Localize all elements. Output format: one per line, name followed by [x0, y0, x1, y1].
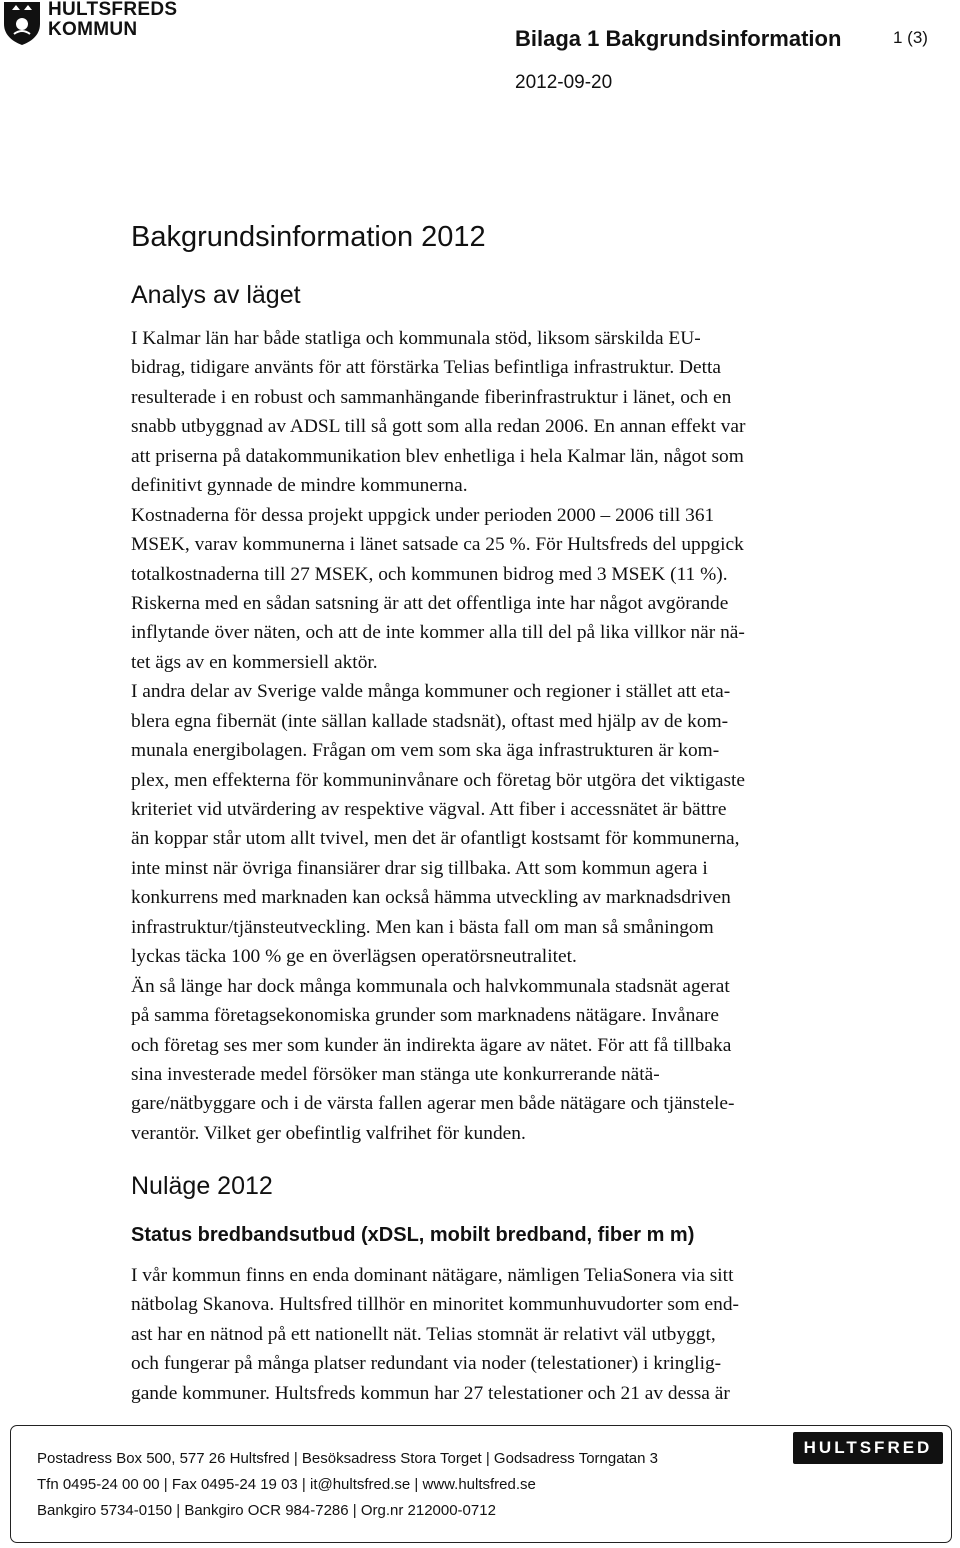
text-line: på samma företagsekonomiska grunder som marknadens nätägare. Invånare: [131, 1005, 719, 1027]
subsection-heading-status: Status bredbandsutbud (xDSL, mobilt bredband, fiber m m): [131, 1224, 695, 1246]
logo-line-2: KOMMUN: [48, 19, 138, 40]
text-line: ast har en nätnod på ett nationellt nät. Telias stomnät är relativt väl utbyggt,: [131, 1323, 716, 1345]
text-line: MSEK, varav kommunerna i länet satsade ca 25 %. För Hultsfreds del uppgick: [131, 534, 744, 556]
text-line: I andra delar av Sverige valde många kommuner och regioner i stället att eta-: [131, 681, 731, 703]
text-line: tet ägs av en kommersiell aktör.: [131, 651, 378, 673]
text-line: och företag ses mer som kunder än indirekta ägare av nätet. För att få tillbaka: [131, 1034, 732, 1056]
text-line: plex, men effekterna för kommuninvånare och företag bör utgöra det viktigaste: [131, 769, 745, 791]
text-line: I Kalmar län har både statliga och kommunala stöd, liksom särskilda EU-: [131, 328, 701, 349]
footer-logo: HULTSFRED: [793, 1432, 943, 1464]
text-line: och fungerar på många platser redundant via noder (telestationer) i kringlig-: [131, 1353, 722, 1375]
page-number: 1 (3): [893, 28, 928, 47]
text-line: Riskerna med en sådan satsning är att det offentliga inte har något avgörande: [131, 592, 729, 614]
text-line: I vår kommun finns en enda dominant nätägare, nämligen TeliaSonera via sitt: [131, 1265, 734, 1286]
text-line: blera egna fibernät (inte sällan kallade stadsnät), oftast med hjälp av de kom-: [131, 710, 729, 732]
crest-icon: [2, 0, 42, 46]
section-heading-analys: Analys av läget: [131, 281, 301, 309]
footer-address-line: Postadress Box 500, 577 26 Hultsfred | Besöksadress Stora Torget | Godsadress Torngatan 3: [37, 1450, 658, 1467]
footer-bank-line: Bankgiro 5734-0150 | Bankgiro OCR 984-7286 | Org.nr 212000-0712: [37, 1502, 496, 1519]
page-title: Bakgrundsinformation 2012: [131, 221, 486, 253]
text-line: munala energibolagen. Frågan om vem som ska äga infrastrukturen är kom-: [131, 740, 720, 762]
text-line: resulterade i en robust och sammanhängande fiberinfrastruktur i länet, och en: [131, 386, 732, 408]
document-title: Bilaga 1 Bakgrundsinformation: [515, 26, 842, 51]
text-line: verantör. Vilket ger obefintlig valfrihet för kunden.: [131, 1122, 526, 1144]
text-line: inte minst när övriga finansiärer drar sig tillbaka. Att som kommun agera i: [131, 857, 708, 879]
section-heading-nulage: Nuläge 2012: [131, 1172, 273, 1200]
text-line: gande kommuner. Hultsfreds kommun har 27 telestationer och 21 av dessa är: [131, 1382, 730, 1404]
text-line: bidrag, tidigare använts för att förstärka Telias befintliga infrastruktur. Detta: [131, 357, 722, 379]
footer-contact-info: [37, 1446, 658, 1524]
text-line: totalkostnaderna till 27 MSEK, och kommunen bidrog med 3 MSEK (11 %).: [131, 563, 728, 585]
text-line: kriteriet vid utvärdering av respektive vägval. Att fiber i accessnätet är bättre: [131, 799, 727, 820]
text-line: inflytande över näten, och att de inte kommer alla till del på lika villkor när nä-: [131, 622, 745, 644]
municipality-logo: [0, 0, 177, 46]
text-line: gare/nätbyggare och i de värsta fallen agerar men både nätägare och tjänstele-: [131, 1093, 735, 1115]
footer-phone-line: Tfn 0495-24 00 00 | Fax 0495-24 19 03 | it@hultsfred.se | www.hultsfred.se: [37, 1476, 536, 1493]
section-analys-body: [131, 324, 745, 1148]
text-line: lyckas täcka 100 % ge en överlägsen operatörsneutralitet.: [131, 946, 577, 968]
document-date: 2012-09-20: [515, 72, 613, 93]
text-line: Än så länge har dock många kommunala och halvkommunala stadsnät agerat: [131, 975, 730, 997]
text-line: Kostnaderna för dessa projekt uppgick under perioden 2000 – 2006 till 361: [131, 504, 715, 526]
page-footer: [10, 1425, 952, 1543]
text-line: sina investerade medel försöker man stänga ute konkurrerande nätä-: [131, 1063, 660, 1085]
text-line: infrastruktur/tjänsteutveckling. Men kan i bästa fall om man så småningom: [131, 916, 714, 938]
section-status-body: [131, 1261, 739, 1408]
logo-wordmark: [48, 0, 177, 40]
text-line: än koppar står utom allt tvivel, men det är ofantligt kostsamt för kommunerna,: [131, 828, 740, 850]
text-line: konkurrens med marknaden kan också hämma utveckling av marknadsdriven: [131, 887, 731, 909]
text-line: snabb utbyggnad av ADSL till så gott som alla redan 2006. En annan effekt var: [131, 416, 746, 438]
text-line: definitivt gynnade de mindre kommunerna.: [131, 475, 468, 497]
text-line: att priserna på datakommunikation blev enhetliga i hela Kalmar län, något som: [131, 445, 744, 467]
logo-line-1: HULTSFREDS: [48, 0, 178, 20]
text-line: nätbolag Skanova. Hultsfred tillhör en minoritet kommunhuvudorter som end-: [131, 1294, 740, 1316]
